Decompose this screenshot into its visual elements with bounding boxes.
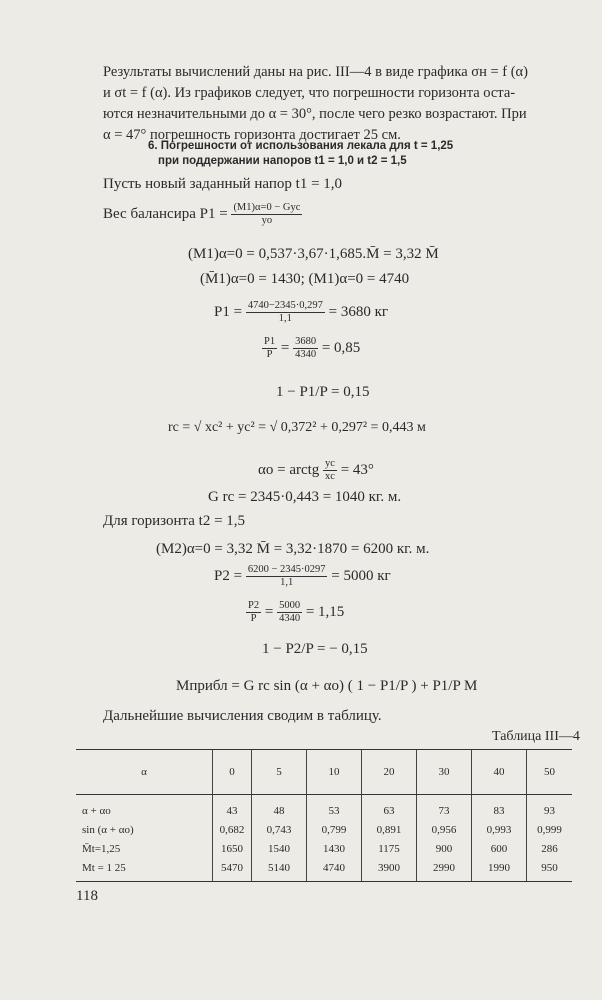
table-cell: 43	[213, 795, 252, 821]
table-cell: 0,682	[213, 820, 252, 839]
table-cell: M̄t=1,25	[82, 842, 121, 855]
ratio-fraction	[262, 336, 277, 361]
eq-m1: (M1)α=0 = 0,537·3,67·1,685.M̄ = 3,32 M̄	[188, 246, 439, 262]
table-cell: 0,799	[307, 820, 362, 839]
ratio-denominator-value: 4340	[295, 349, 317, 360]
ratio2-denominator: P	[250, 613, 257, 624]
table-header-cell: 0	[213, 750, 252, 795]
ratio-mid: =	[277, 339, 294, 356]
ballast-numerator: (M1)α=0 − Gyc	[233, 202, 301, 213]
ratio-numerator: P1	[264, 336, 276, 347]
table-cell: α + αo	[82, 804, 111, 817]
table-header-row	[76, 750, 572, 795]
table-cell: 53	[307, 795, 362, 821]
ratio2-denominator-value: 4340	[279, 613, 301, 624]
p1-formula	[214, 300, 388, 325]
m-approx-formula: Mприбл = G rc sin (α + αo) ( 1 − P1/P ) + P1/P M	[176, 678, 478, 694]
table-cell: 63	[362, 795, 417, 821]
table-row	[76, 858, 572, 882]
table-caption: Таблица III—4	[492, 729, 580, 744]
table-cell: 3900	[362, 858, 417, 882]
table-cell: 0,993	[472, 820, 527, 839]
p2-numerator: 6200 − 2345·0297	[247, 564, 326, 575]
ratio2-formula	[246, 600, 344, 625]
section-heading-line2: при поддержании напоров t1 = 1,0 и t2 = 1,5	[158, 155, 407, 167]
eq-m1bar: (M̄1)α=0 = 1430; (M1)α=0 = 4740	[200, 271, 410, 287]
one-minus-ratio2: 1 − P2/P = − 0,15	[262, 641, 368, 657]
table-header-cell: 20	[362, 750, 417, 795]
table-cell: 600	[472, 839, 527, 858]
alpha0-fraction	[323, 458, 337, 483]
ballast-denominator: yo	[261, 215, 273, 226]
table-cell: 0,956	[417, 820, 472, 839]
further-text: Дальнейшие вычисления сводим в таблицу.	[103, 708, 382, 724]
ratio-numerator-value: 3680	[295, 336, 317, 347]
results-table	[76, 749, 572, 882]
ratio-fraction-values	[293, 336, 318, 361]
ballast-prefix: Вес балансира P1 =	[103, 205, 232, 222]
table-cell: 1990	[472, 858, 527, 882]
p2-fraction	[246, 564, 328, 589]
ratio2-numerator-value: 5000	[279, 600, 301, 611]
ballast-fraction	[231, 202, 302, 227]
table-cell: 950	[527, 858, 573, 882]
table-header-cell: 40	[472, 750, 527, 795]
table-header-cell: 30	[417, 750, 472, 795]
ratio-formula	[262, 336, 360, 361]
ballast-formula	[103, 202, 302, 227]
table-cell: 5140	[252, 858, 307, 882]
table-cell: 286	[527, 839, 573, 858]
table-cell: 900	[417, 839, 472, 858]
table-cell: 73	[417, 795, 472, 821]
table-cell: 0,743	[252, 820, 307, 839]
table-header-cell: 50	[527, 750, 573, 795]
m2-formula: (M2)α=0 = 3,32 M̄ = 3,32·1870 = 6200 кг. м.	[156, 541, 430, 557]
table-cell: 93	[527, 795, 573, 821]
p2-formula	[214, 564, 391, 589]
alpha0-prefix: αo = arctg	[258, 461, 324, 478]
table-cell: 2990	[417, 858, 472, 882]
ratio2-mid: =	[261, 603, 278, 620]
p1-suffix: = 3680 кг	[324, 303, 389, 320]
table-row	[76, 795, 572, 821]
table-cell: 1430	[307, 839, 362, 858]
table-row	[76, 839, 572, 858]
intro-paragraph	[103, 62, 543, 146]
table-cell: 1540	[252, 839, 307, 858]
table-cell: Mt = 1 25	[76, 858, 213, 882]
alpha0-numerator: yc	[325, 458, 335, 469]
paragraph-line: Результаты вычислений даны на рис. III—4 в виде графика σн = f (α)	[103, 64, 528, 80]
rc-formula: rc = √ xc² + yc² = √ 0,372² + 0,297² = 0,443 м	[168, 420, 426, 435]
table-cell: sin (α + αo)	[82, 823, 134, 836]
ratio-denominator: P	[266, 349, 273, 360]
ratio2-numerator: P2	[248, 600, 260, 611]
alpha0-denominator: xc	[325, 471, 335, 482]
table-cell: 83	[472, 795, 527, 821]
page-number: 118	[76, 888, 98, 904]
alpha0-formula	[258, 458, 374, 483]
table-cell: 0,999	[527, 820, 573, 839]
p2-suffix: = 5000 кг	[327, 567, 391, 584]
table-cell: 48	[252, 795, 307, 821]
ratio2-fraction	[246, 600, 261, 625]
table-header-cell: 5	[252, 750, 307, 795]
table-row	[76, 820, 572, 839]
table-cell: 5470	[213, 858, 252, 882]
horizon-text: Для горизонта t2 = 1,5	[103, 513, 246, 529]
ratio2-suffix: = 1,15	[302, 603, 345, 620]
p1-fraction	[246, 300, 325, 325]
table-header-cell: 10	[307, 750, 362, 795]
table-cell: 4740	[307, 858, 362, 882]
table-cell: 1175	[362, 839, 417, 858]
paragraph-line: ются незначительными до α = 30°, после чего резко возрастают. При	[103, 106, 527, 122]
ratio2-fraction-values	[277, 600, 302, 625]
table-header-cell: α	[76, 750, 213, 795]
p1-numerator: 4740−2345·0,297	[247, 300, 323, 311]
ratio-suffix: = 0,85	[318, 339, 361, 356]
paragraph-line: α = 47° погрешность горизонта достигает 25 см.	[103, 127, 401, 143]
p1-denominator: 1,1	[278, 313, 292, 324]
one-minus-ratio: 1 − P1/P = 0,15	[276, 384, 370, 400]
grc-formula: G rc = 2345·0,443 = 1040 кг. м.	[208, 489, 402, 505]
paragraph-line: и σt = f (α). Из графиков следует, что погрешности горизонта оста-	[103, 85, 516, 101]
p2-denominator: 1,1	[280, 577, 294, 588]
section-heading-line1: 6. Погрешности от использования лекала для t = 1,25	[148, 140, 454, 152]
table-cell: 0,891	[362, 820, 417, 839]
p2-prefix: P2 =	[214, 567, 246, 584]
table-cell: 1650	[213, 839, 252, 858]
p1-prefix: P1 =	[214, 303, 246, 320]
alpha0-suffix: = 43°	[336, 461, 374, 478]
new-head-text: Пусть новый заданный напор t1 = 1,0	[103, 176, 343, 192]
